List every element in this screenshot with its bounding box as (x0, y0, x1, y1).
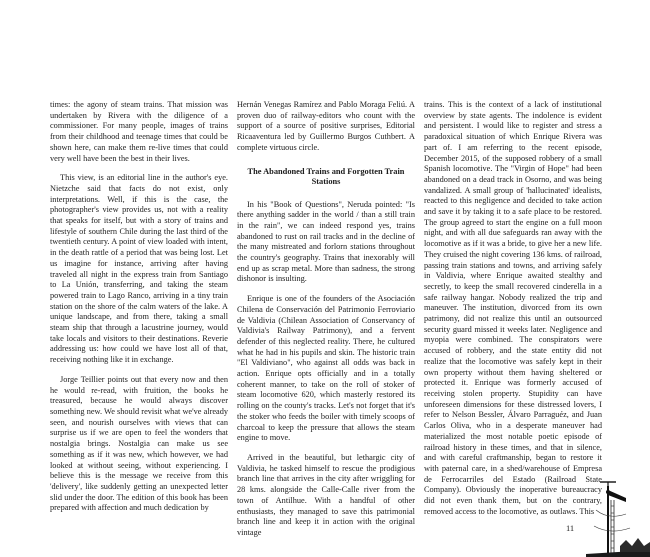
paragraph: Enrique is one of the founders of the Asociación Chilena de Conservación del Patrimonio Ferroviario de Valdivia (Chilean Association of Conservancy of Valdivia's Railway Patrimony), and a fervent defender of this neglected reality. There, he cultured what he had in his pupils and skin. The historic train "El Valdiviano", who against all odds was back in action. Enrique opts officially and in a totally coherent manner, to take on the roll of stoker of steam locomotive 620, which masterly restored its rolling on the county's tracks. Let's not forget that it's the stoker who feeds the boiler with timely scoops of charcoal to keep the pressure that allows the steam engine to move. (237, 294, 415, 443)
paragraph: In his "Book of Questions", Neruda pointed: "Is there anything sadder in the world / than a still train in the rain", we can indeed respond yes, trains abandoned to rust on rail tracks and in the decline of the many mistreated and forlorn stations throughout the country's geography. Trains that inexorably will end up as scrap metal. More than sadness, the strong dishonor is insulting. (237, 199, 415, 284)
paragraph: times: the agony of steam trains. That mission was undertaken by Rivera with the diligence of a commissioner. For many people, images of trains from their childhood and teenage times that could be shown here, can make them re-live times that could very well have been the best in their lives. (50, 100, 228, 163)
page-number: 11 (566, 523, 575, 533)
paragraph: Hernán Venegas Ramírez and Pablo Moraga Feliú. A proven duo of railway-editors who count with the support of a source of positive surprises, Editorial Ricaaventura led by Guillermo Burgos Cuthbert. A complete virtuous circle. (237, 100, 415, 152)
paragraph: Arrived in the beautiful, but lethargic city of Valdivia, he tasked himself to rescue the prodigious branch line that arrives in the city after wriggling for 28 kms. alongside the Calle-Calle river from the town of Antilhue. With a handful of other enthusiasts, they managed to save this patrimonial branch line and keep it in action with the original vintage (237, 452, 415, 537)
text-column-1 (50, 100, 228, 514)
paragraph: trains. This is the context of a lack of institutional overview by state agents. The indolence is evident and persistent. I would like to register and stress a paradoxical situation of which Enrique Rivera was part of. I am referring to the recent episode, December 2015, of the supposed robbery of a small Spanish locomotive. The "Virgin of Hope" had been abandoned on a dead track in Osorno, and was being vandalized. A small group of 'hallucinated' idealists, reacted to this negligence and decided to take action and save it by taking it to a safe place to be restored. The group agreed to start the engine on a full moon night, and with all due safeguards ran away with the locomotive as if it was a bride, to give her a new life. They cruised the night covering 136 kms. of railroad, passing train stations and towns, and arriving safely in Valdivia, where Enrique awaited stealthy and secretly, to keep the small recovered cinderella in a safe railway hangar. Nobody realized the trip and maneuver. The institution, divorced from its own patrimony, did not realize this until an outsourced security guard missed it weeks later. Negligence and myopia were combined. The conspirators were accused of robbery, and the state entity did not realize that the locomotive was safely kept in their own property without them having sheltered or protected it. Enrique was formerly accused of receiving stolen property. Stupidity can have unforeseen dimensions for these distressed lovers, I refer to Nelson Bessler, Álvaro Parraguéz, and Juan Carlos Oliva, who in a desperate maneuver had materialized the most notable poetic episode of railroad history in these times, and that in silence, and with careful craftmanship, began to restore it with paternal care, in a shed/warehouse of Empresa de Ferrocarriles del Estado (Railroad State Company). Obviously the inoperative bureaucracy did not even thank them, but on the contrary, removed access to the locomotive, as outlaws. This (424, 100, 602, 516)
text-column-2 (237, 100, 415, 539)
railway-signal-illustration (586, 480, 650, 557)
paragraph: Jorge Teillier points out that every now and then he would re-read, with fruition, the books he treasured, because he would always discover something new. We should revisit what we've already seen, and nourish ourselves with views that can surprise us if we are open to feel the wonders that nostalgia brings. Nostalgia can make us see something as if it was new, which however, we had looked at without seeing, without experiencing. I believe this is the message we receive from this 'delivery', like suddenly getting an unexpected letter slid under the door. The edition of this book has been prepared with affection and much dedication by (50, 374, 228, 513)
section-heading: The Abandoned Trains and Forgotten Train Stations (247, 166, 405, 187)
paragraph: This view, is an editorial line in the author's eye. Nietzche said that facts do not exist, only interpretations. Well, if this is the case, the photographer's view provides us, not with a reality that speaks for itself, but with a story of trains and lifestyle of southern Chile during the last third of the twentieth century. A point of view loaded with intent, in the death rattle of a period that was being lost. Let us imagine for instance, arriving after having traveled all night in the express train from Santiago to La Unión, transferring, and taking the steam powered train to Lago Ranco, arriving in a tiny train station on the shore of the calm waters of the lake. A unique landscape, and from there, taking a small steam ship that through a lacustrine journey, would take locals and visitors to their destinations. Reverie addressing us: how could we have lost all of that, receiving nothing like it in exchange. (50, 173, 228, 365)
text-column-3 (424, 100, 602, 517)
